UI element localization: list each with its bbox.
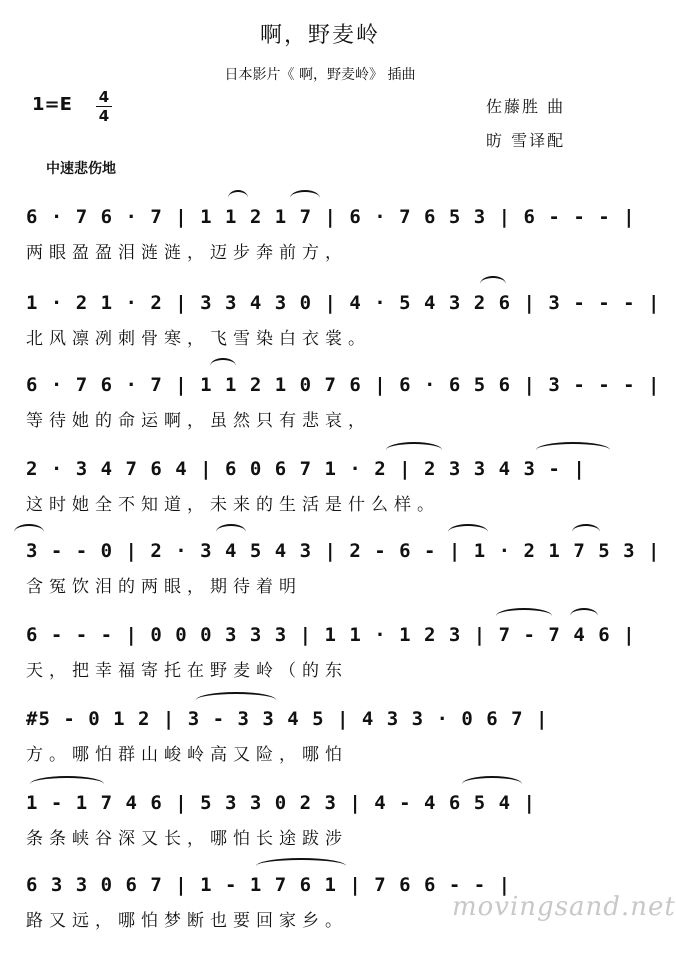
tie-mark	[196, 692, 276, 708]
tie-mark	[216, 524, 246, 540]
time-signature-bottom: 4	[98, 107, 110, 125]
score-lyrics: 天，把幸福寄托在野麦岭（的东	[26, 661, 348, 681]
score-line-1	[0, 206, 640, 296]
tempo-marking: 中速悲伤地	[46, 161, 116, 177]
score-lyrics: 方。哪怕群山峻岭高又险，哪怕	[26, 745, 348, 765]
tie-mark	[496, 608, 552, 624]
key-signature: 1=E	[32, 94, 72, 115]
tie-mark	[256, 858, 346, 874]
site-watermark: movingsand.net	[452, 892, 676, 922]
tie-mark	[570, 608, 598, 624]
score-notes: #5 - 0 1 2 | 3 - 3 3 4 5 | 4 3 3 · 0 6 7 |	[26, 708, 549, 730]
score-notes: 6 - - - | 0 0 0 3 3 3 | 1 1 · 1 2 3 | 7 - 7 4 6 |	[26, 624, 636, 646]
score-notes: 6 3 3 0 6 7 | 1 - 1 7 6 1 | 7 6 6 - - |	[26, 874, 512, 896]
tie-mark	[536, 442, 610, 458]
score-lyrics: 两眼盈盈泪涟涟，迈步奔前方，	[26, 243, 348, 263]
composer-credit: 佐藤胜 曲	[486, 97, 566, 116]
tie-mark	[210, 358, 236, 374]
tie-mark	[30, 776, 104, 792]
score-lyrics: 北风凛冽刺骨寒，飞雪染白衣裳。	[26, 329, 371, 349]
tie-mark	[14, 524, 44, 540]
score-notes: 6 · 7 6 · 7 | 1 1 2 1 7 | 6 · 7 6 5 3 | 6 - - - |	[26, 206, 636, 228]
tie-mark	[480, 276, 506, 292]
time-signature	[96, 88, 112, 125]
score-notes: 6 · 7 6 · 7 | 1 1 2 1 0 7 6 | 6 · 6 5 6 | 3 - - - |	[26, 374, 661, 396]
tie-mark	[228, 190, 248, 206]
score-line-2	[0, 292, 661, 382]
score-lyrics: 等待她的命运啊，虽然只有悲哀，	[26, 411, 371, 431]
score-lyrics: 含冤饮泪的两眼，期待着明	[26, 577, 302, 597]
score-notes: 1 - 1 7 4 6 | 5 3 3 0 2 3 | 4 - 4 6 5 4 |	[26, 792, 536, 814]
tie-mark	[386, 442, 442, 458]
song-title: 啊，野麦岭	[259, 23, 380, 48]
tie-mark	[572, 524, 600, 540]
lyricist-credit: 昉 雪译配	[486, 131, 566, 150]
tie-mark	[462, 776, 522, 792]
score-notes: 2 · 3 4 7 6 4 | 6 0 6 7 1 · 2 | 2 3 3 4 3 - |	[26, 458, 586, 480]
score-notes: 3 - - 0 | 2 · 3 4 5 4 3 | 2 - 6 - | 1 · 2 1 7 5 3 |	[26, 540, 661, 562]
score-lyrics: 这时她全不知道，未来的生活是什么样。	[26, 495, 440, 515]
time-signature-top: 4	[98, 88, 110, 106]
score-line-4	[0, 458, 640, 548]
score-lyrics: 条条峡谷深又长，哪怕长途跋涉	[26, 829, 348, 849]
score-lyrics: 路又远，哪怕梦断也要回家乡。	[26, 911, 348, 931]
tie-mark	[290, 190, 320, 206]
score-notes: 1 · 2 1 · 2 | 3 3 4 3 0 | 4 · 5 4 3 2 6 | 3 - - - |	[26, 292, 661, 314]
score-line-6	[0, 624, 640, 714]
song-subtitle: 日本影片《 啊，野麦岭》 插曲	[224, 67, 416, 83]
tie-mark	[448, 524, 488, 540]
